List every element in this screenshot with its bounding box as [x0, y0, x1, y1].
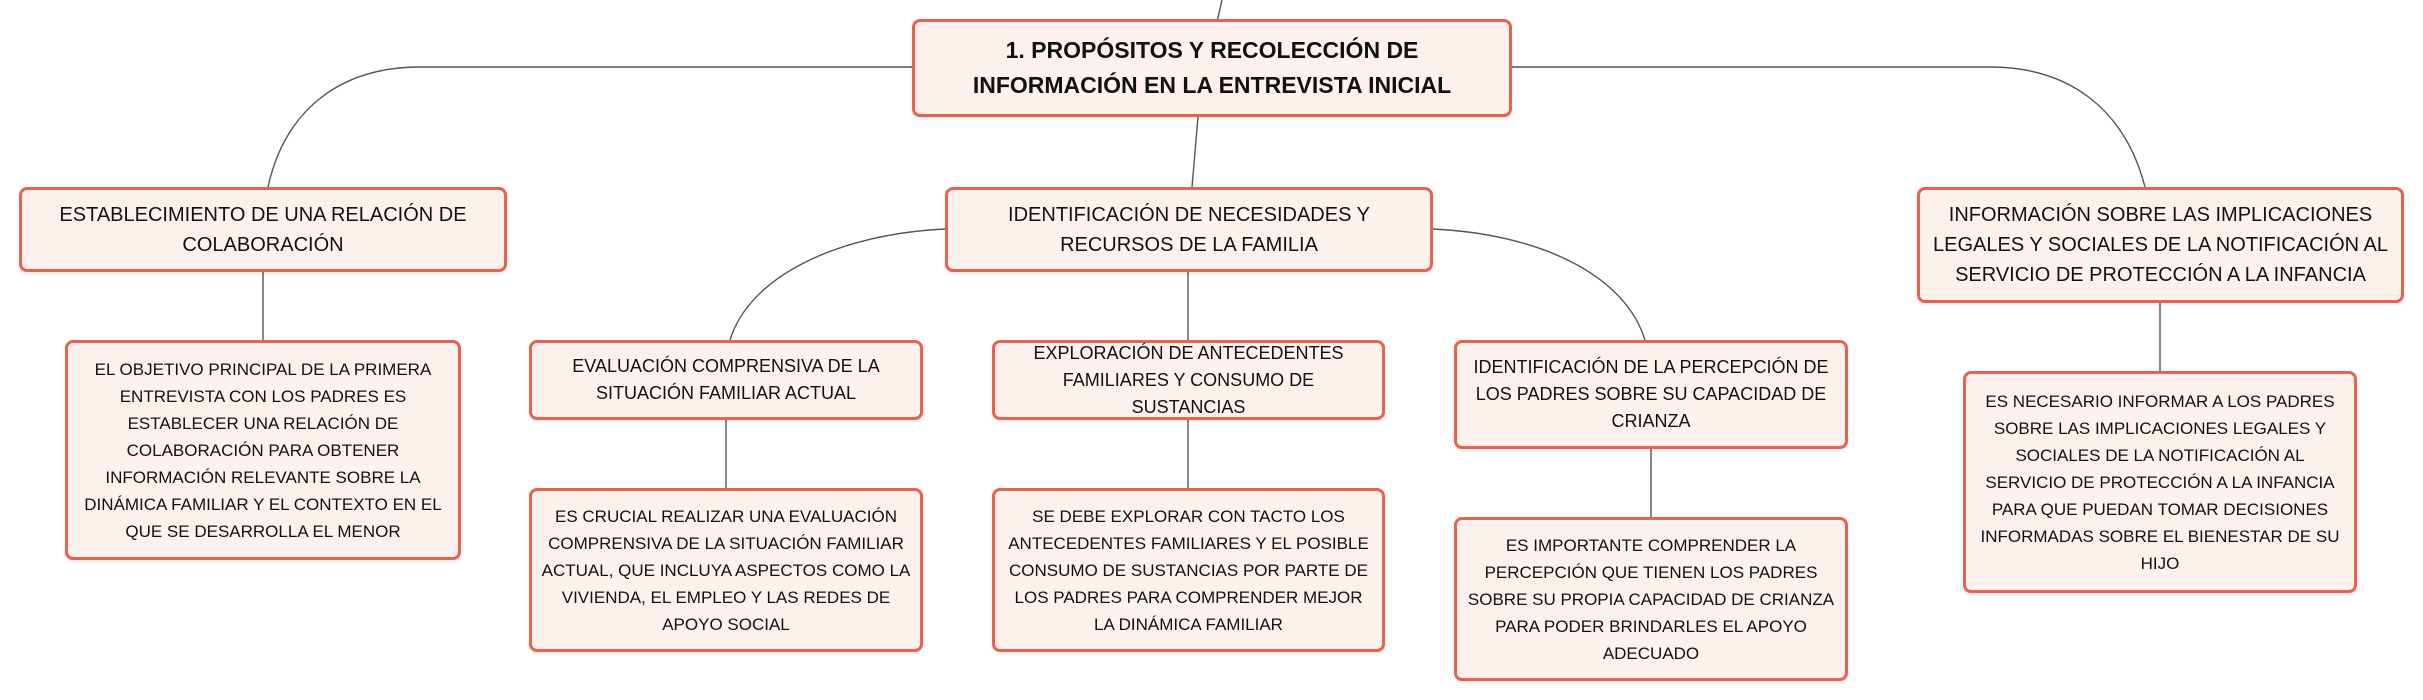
branch-legal-implications-label: INFORMACIÓN SOBRE LAS IMPLICACIONES LEGALES Y SOCIALES DE LA NOTIFICACIÓN AL SERVICIO DE PROTECCIÓN A LA INFANCIA [1933, 204, 2388, 286]
detail-family-situation [529, 488, 923, 652]
child-family-situation-label: EVALUACIÓN COMPRENSIVA DE LA SITUACIÓN FAMILIAR ACTUAL [572, 356, 880, 403]
connector-branch-2-child-3 [1433, 229, 1645, 340]
detail-collaboration [65, 340, 461, 560]
child-family-history [992, 340, 1385, 420]
detail-family-history [992, 488, 1385, 652]
child-family-situation [529, 340, 923, 420]
detail-parenting-perception [1454, 517, 1848, 681]
connector-root-branch-2 [1192, 117, 1198, 187]
connector-root-branch-3 [1512, 67, 2145, 187]
child-family-history-label: EXPLORACIÓN DE ANTECEDENTES FAMILIARES Y CONSUMO DE SUSTANCIAS [1033, 342, 1344, 417]
detail-parenting-perception-text: ES IMPORTANTE COMPRENDER LA PERCEPCIÓN QUE TIENEN LOS PADRES SOBRE SU PROPIA CAPACIDAD DE CRIANZA PARA PODER BRINDARLES EL APOYO ADECUADO [1467, 535, 1835, 663]
connector-branch-2-child-1 [730, 229, 945, 340]
detail-legal-implications [1963, 371, 2357, 593]
child-parenting-perception [1454, 340, 1848, 449]
branch-collaboration [19, 187, 507, 272]
branch-needs-resources-label: IDENTIFICACIÓN DE NECESIDADES Y RECURSOS DE LA FAMILIA [1008, 203, 1370, 256]
branch-collaboration-label: ESTABLECIMIENTO DE UNA RELACIÓN DE COLABORACIÓN [59, 203, 467, 256]
connector-root-branch-1 [268, 67, 912, 187]
root-topic-label: 1. PROPÓSITOS Y RECOLECCIÓN DE INFORMACIÓN EN LA ENTREVISTA INICIAL [972, 37, 1452, 98]
root-topic [912, 19, 1512, 117]
detail-collaboration-text: EL OBJETIVO PRINCIPAL DE LA PRIMERA ENTREVISTA CON LOS PADRES ES ESTABLECER UNA RELACIÓN DE COLABORACIÓN PARA OBTENER INFORMACIÓN RELEVANTE SOBRE LA DINÁMICA FAMILIAR Y EL CONTEXTO EN EL QUE SE DESARROLLA EL MENOR [84, 359, 442, 541]
branch-needs-resources [945, 187, 1433, 272]
detail-family-history-text: SE DEBE EXPLORAR CON TACTO LOS ANTECEDENTES FAMILIARES Y EL POSIBLE CONSUMO DE SUSTANCIAS POR PARTE DE LOS PADRES PARA COMPRENDER MEJOR LA DINÁMICA FAMILIAR [1008, 506, 1369, 634]
detail-family-situation-text: ES CRUCIAL REALIZAR UNA EVALUACIÓN COMPRENSIVA DE LA SITUACIÓN FAMILIAR ACTUAL, QUE INCLUYA ASPECTOS COMO LA VIVIENDA, EL EMPLEO Y LAS REDES DE APOYO SOCIAL [541, 506, 911, 634]
branch-legal-implications [1917, 187, 2404, 303]
child-parenting-perception-label: IDENTIFICACIÓN DE LA PERCEPCIÓN DE LOS PADRES SOBRE SU CAPACIDAD DE CRIANZA [1473, 357, 1829, 431]
detail-legal-implications-text: ES NECESARIO INFORMAR A LOS PADRES SOBRE LAS IMPLICACIONES LEGALES Y SOCIALES DE LA NOTIFICACIÓN AL SERVICIO DE PROTECCIÓN A LA INFANCIA PARA QUE PUEDAN TOMAR DECISIONES INFORMADAS SOBRE EL BIENESTAR DE SU HIJO [1980, 391, 2340, 573]
